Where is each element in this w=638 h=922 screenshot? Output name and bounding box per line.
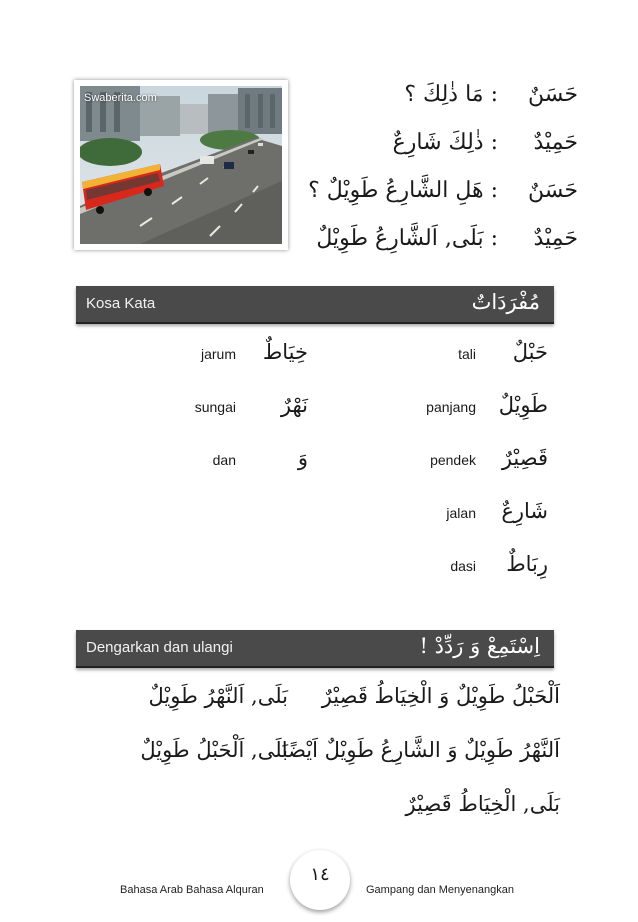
vocab-arabic: رِبَاطٌ [506, 552, 548, 576]
vocab-arabic: قَصِيْرٌ [501, 446, 548, 470]
page-number-badge [290, 850, 350, 910]
vocab-item [398, 446, 548, 480]
kosa-kata-header [76, 286, 554, 324]
repeat-sentence: اَلنَّهْرُ طَوِيْلٌ وَ الشَّارِعُ طَوِيْلٌ اَيْضًا [281, 738, 560, 762]
vocab-item [158, 446, 308, 480]
dengarkan-title: Dengarkan dan ulangi [86, 639, 233, 656]
dialogue-row [248, 130, 578, 166]
dialogue-row [248, 178, 578, 214]
vocab-meaning: dasi [450, 558, 476, 574]
dialogue-line: : هَلِ الشَّارِعُ طَوِيْلٌ ؟ [308, 178, 498, 203]
repeat-sentence: بَلَى, الْخِيَاطُ قَصِيْرٌ [405, 792, 560, 816]
dialogue-speaker: حَمِيْدٌ [533, 130, 578, 155]
dialogue-speaker: حَسَنٌ [528, 82, 578, 107]
footer-right-text: Gampang dan Menyenangkan [366, 884, 514, 896]
kosa-kata-title-arabic: مُفْرَدَاتٌ [471, 290, 540, 314]
repeat-sentence: اَلْحَبْلُ طَوِيْلٌ وَ الْخِيَاطُ قَصِيْرٌ [321, 684, 560, 708]
vocab-meaning: jalan [446, 505, 476, 521]
dengarkan-header [76, 630, 554, 668]
vocab-item [398, 340, 548, 374]
kosa-kata-title: Kosa Kata [86, 295, 156, 312]
repeat-sentence: بَلَى, اَلْحَبْلُ طَوِيْلٌ [140, 738, 288, 762]
vocab-item [398, 552, 548, 586]
dengarkan-title-arabic: اِسْتَمِعْ وَ رَدِّدْ ! [419, 634, 540, 658]
vocab-arabic: شَارِعٌ [501, 499, 548, 523]
vocab-arabic: خِيَاطٌ [262, 340, 308, 364]
vocab-arabic: نَهْرٌ [280, 393, 308, 417]
page-number: ١٤ [310, 864, 330, 885]
vocab-meaning: pendek [430, 452, 476, 468]
dialogue-speaker: حَسَنٌ [528, 178, 578, 203]
vocab-meaning: dan [212, 452, 236, 468]
repeat-sentence: بَلَى, اَلنَّهْرُ طَوِيْلٌ [148, 684, 288, 708]
vocab-arabic: طَوِيْلٌ [498, 393, 548, 417]
vocab-item [398, 393, 548, 427]
vocab-item [398, 499, 548, 533]
vocab-meaning: jarum [200, 346, 236, 362]
footer-left-text: Bahasa Arab Bahasa Alquran [120, 884, 264, 896]
dialogue-row [248, 82, 578, 118]
vocab-arabic: وَ [297, 446, 308, 470]
vocab-item [158, 340, 308, 374]
dialogue-line: : بَلَى, اَلشَّارِعُ طَوِيْلٌ [316, 226, 498, 251]
vocab-meaning: sungai [194, 399, 236, 415]
dialogue-row [248, 226, 578, 262]
dialogue-line: : ذٰلِكَ شَارِعٌ [392, 130, 498, 155]
dialogue-line: : مَا ذٰلِكَ ؟ [404, 82, 498, 107]
photo-watermark: Swaberita.com [84, 92, 157, 104]
vocab-meaning: tali [458, 346, 476, 362]
vocab-item [158, 393, 308, 427]
dialogue-speaker: حَمِيْدٌ [533, 226, 578, 251]
vocab-meaning: panjang [426, 399, 476, 415]
vocab-arabic: حَبْلٌ [512, 340, 548, 364]
